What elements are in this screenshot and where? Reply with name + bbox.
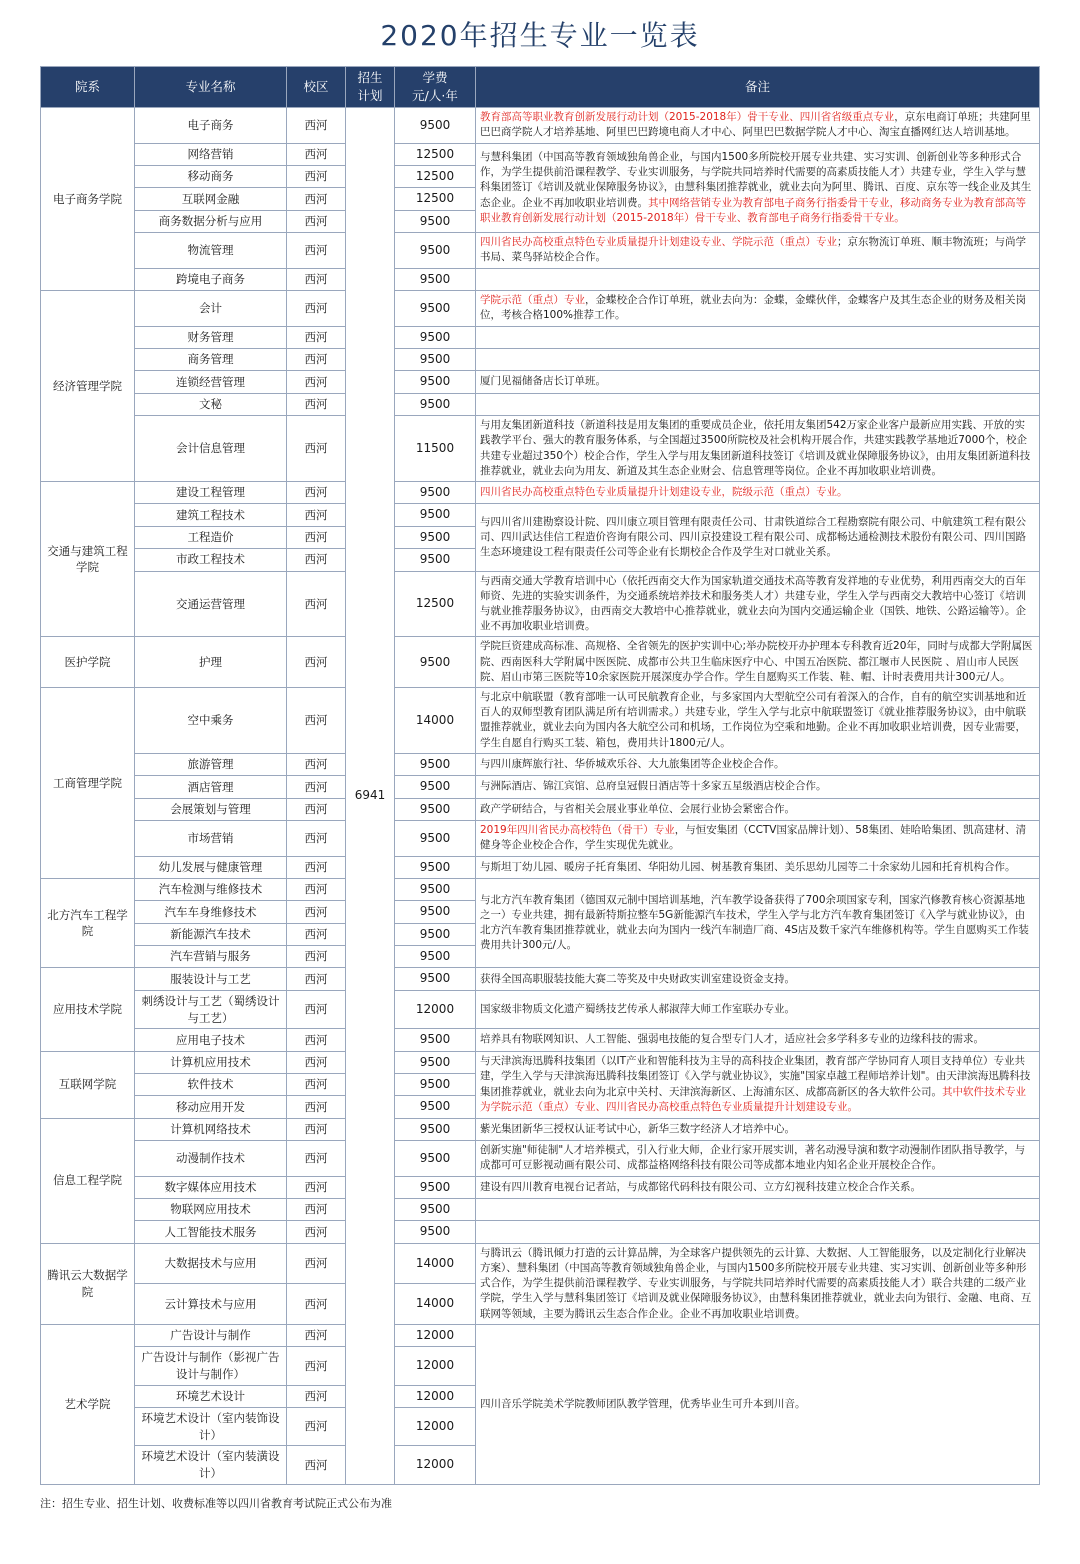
major-cell: 商务管理 [135, 348, 287, 370]
fee-cell: 9500 [395, 1096, 476, 1118]
campus-cell: 西河 [287, 1141, 346, 1176]
remark-cell: 政产学研结合，与省相关会展业事业单位、会展行业协会紧密合作。 [476, 798, 1040, 820]
fee-cell: 9500 [395, 856, 476, 878]
campus-cell: 西河 [287, 210, 346, 232]
remark-red-text: 四川省民办高校重点特色专业质量提升计划建设专业，院级示范（重点）专业。 [480, 486, 848, 499]
table-row [41, 1176, 1040, 1198]
fee-cell: 9500 [395, 326, 476, 348]
table-body [41, 108, 1040, 1484]
remark-red-text: 其中软件技术专业为学院示范（重点）专业、四川省民办高校重点特色专业质量提升计划建设专业。 [480, 1085, 1026, 1113]
enrollment-table [40, 66, 1040, 1485]
table-row [41, 753, 1040, 775]
major-cell: 网络营销 [135, 143, 287, 165]
col-header-remark: 备注 [476, 67, 1040, 108]
campus-cell: 西河 [287, 856, 346, 878]
fee-cell: 9500 [395, 753, 476, 775]
fee-cell: 12000 [395, 1446, 476, 1484]
major-cell: 环境艺术设计 [135, 1385, 287, 1407]
fee-cell: 9500 [395, 371, 476, 393]
campus-cell: 西河 [287, 481, 346, 503]
campus-cell: 西河 [287, 688, 346, 754]
remark-cell: 培养具有物联网知识、人工智能、强弱电技能的复合型专门人才，适应社会多学科多专业的边缘科技的需求。 [476, 1029, 1040, 1051]
remark-red-text: 学院示范（重点）专业 [480, 294, 585, 307]
fee-cell: 9500 [395, 291, 476, 326]
major-cell: 市场营销 [135, 821, 287, 856]
major-cell: 幼儿发展与健康管理 [135, 856, 287, 878]
major-cell: 服装设计与工艺 [135, 968, 287, 990]
fee-cell: 9500 [395, 946, 476, 968]
table-row [41, 1199, 1040, 1221]
campus-cell: 西河 [287, 1324, 346, 1346]
table-row [41, 878, 1040, 900]
col-header-plan-line1: 招生 [357, 70, 383, 85]
major-cell: 建设工程管理 [135, 481, 287, 503]
major-cell: 市政工程技术 [135, 549, 287, 571]
remark-cell: 四川音乐学院美术学院教师团队教学管理，优秀毕业生可升本到川音。 [476, 1324, 1040, 1484]
campus-cell: 西河 [287, 1096, 346, 1118]
fee-cell: 14000 [395, 688, 476, 754]
campus-cell: 西河 [287, 821, 346, 856]
remark-cell [476, 1221, 1040, 1243]
major-cell: 计算机网络技术 [135, 1118, 287, 1140]
remark-cell: 厦门见福储备店长订单班。 [476, 371, 1040, 393]
fee-cell: 9500 [395, 1199, 476, 1221]
campus-cell: 西河 [287, 526, 346, 548]
major-cell: 文秘 [135, 393, 287, 415]
remark-red-text: 四川省民办高校重点特色专业质量提升计划建设专业、学院示范（重点）专业 [480, 236, 837, 249]
fee-cell: 9500 [395, 821, 476, 856]
col-header-dept: 院系 [41, 67, 135, 108]
campus-cell: 西河 [287, 1243, 346, 1284]
major-cell: 交通运营管理 [135, 571, 287, 637]
campus-cell: 西河 [287, 416, 346, 482]
major-cell: 互联网金融 [135, 188, 287, 210]
fee-cell: 9500 [395, 1029, 476, 1051]
remark-cell [476, 326, 1040, 348]
remark-cell [476, 393, 1040, 415]
fee-cell: 9500 [395, 348, 476, 370]
major-cell: 建筑工程技术 [135, 504, 287, 526]
major-cell: 电子商务 [135, 108, 287, 143]
table-row [41, 371, 1040, 393]
table-row [41, 108, 1040, 143]
page-title: 2020年招生专业一览表 [380, 19, 700, 52]
table-row [41, 688, 1040, 754]
table-row [41, 1243, 1040, 1284]
dept-cell: 互联网学院 [41, 1051, 135, 1118]
fee-cell: 12000 [395, 1347, 476, 1385]
dept-cell: 经济管理学院 [41, 291, 135, 482]
remark-cell: 与北京中航联盟（教育部唯一认可民航教育企业，与多家国内大型航空公司有着深入的合作，自有的航空实训基地和近百人的双师型教育团队满足所有培训需求。）共建专业，学生入学与北京中航联盟签订《就业推荐服务协议》，由中航联盟推荐就业，就业去向为国内各大航空公司和机场，工作岗位为空乘和地勤。企业不再加收职业培训费，因专业需要，学生自愿自行购买工装、箱包，费用共计1800元/人。 [476, 688, 1040, 754]
campus-cell: 西河 [287, 946, 346, 968]
campus-cell: 西河 [287, 371, 346, 393]
dept-cell: 信息工程学院 [41, 1118, 135, 1243]
fee-cell: 9500 [395, 1118, 476, 1140]
major-cell: 财务管理 [135, 326, 287, 348]
major-cell: 工程造价 [135, 526, 287, 548]
major-cell: 软件技术 [135, 1074, 287, 1096]
table-row [41, 968, 1040, 990]
campus-cell: 西河 [287, 1347, 346, 1385]
campus-cell: 西河 [287, 549, 346, 571]
table-header [41, 67, 1040, 108]
major-cell: 空中乘务 [135, 688, 287, 754]
campus-cell: 西河 [287, 901, 346, 923]
remark-black-text: 与天津滨海迅腾科技集团（以IT产业和智能科技为主导的高科技企业集团，教育部产学协同育人项目支持单位）专业共建，学生入学与天津滨海迅腾科技集团签订《入学与就业协议》，实施"国家卓越工程师培养计划"。由天津滨海迅腾科技集团推荐就业，就业去向为北京中关村、天津滨海新区、上海浦东区、成都高新区的各大软件公司。 [480, 1055, 1031, 1098]
remark-cell [476, 1051, 1040, 1118]
campus-cell: 西河 [287, 798, 346, 820]
table-row [41, 393, 1040, 415]
campus-cell: 西河 [287, 753, 346, 775]
fee-cell: 9500 [395, 798, 476, 820]
major-cell: 会计 [135, 291, 287, 326]
table-row [41, 637, 1040, 688]
major-cell: 环境艺术设计（室内装潢设计） [135, 1446, 287, 1484]
plan-total-cell: 6941 [346, 108, 395, 1484]
table-row [41, 776, 1040, 798]
campus-cell: 西河 [287, 878, 346, 900]
remark-red-text: 其中网络营销专业为教育部电子商务行指委骨干专业，移动商务专业为教育部高等职业教育创新发展行动计划（2015-2018年）骨干专业、教育部电子商务行指委骨干专业。 [480, 196, 1026, 224]
fee-cell: 12000 [395, 990, 476, 1028]
major-cell: 物流管理 [135, 233, 287, 268]
remark-cell: 与洲际酒店、锦江宾馆、总府皇冠假日酒店等十多家五星级酒店校企合作。 [476, 776, 1040, 798]
major-cell: 会展策划与管理 [135, 798, 287, 820]
table-row [41, 1051, 1040, 1073]
campus-cell: 西河 [287, 143, 346, 165]
col-header-plan [346, 67, 395, 108]
remark-cell: 与四川省川建勘察设计院、四川康立项目管理有限责任公司、甘肃铁道综合工程勘察院有限公司、中航建筑工程有限公司、四川武达佳信工程造价咨询有限公司、四川京投建设工程有限公司、成都畅达通检测技术股份有限公司、四川国路生态环境建设工程有限责任公司等企业有长期校企合作及学生对口就业关系。 [476, 504, 1040, 571]
col-header-fee-line2: 元/人·年 [412, 88, 458, 104]
dept-cell: 艺术学院 [41, 1324, 135, 1484]
campus-cell: 西河 [287, 776, 346, 798]
major-cell: 云计算技术与应用 [135, 1284, 287, 1325]
remark-red-text: 2019年四川省民办高校特色（骨干）专业 [480, 824, 675, 837]
remark-cell: 与腾讯云（腾讯倾力打造的云计算品牌，为全球客户提供领先的云计算、大数据、人工智能服务，以及定制化行业解决方案）、慧科集团（中国高等教育领域独角兽企业，与国内1500多所院校开展专业共建、实习实训、创新创业等多种形式合作，为学生提供前沿课程教学、专业实训服务，与学院共同培养时代需要的高素质技能人才）联合共建的二级产业学院，学生入学与慧科集团签订《培训及就业保障服务协议》，由慧科集团推荐就业，就业去向为银行、金融、电商、互联网等领域，主要为腾讯云生态合作企业。企业不再加收职业培训费。 [476, 1243, 1040, 1324]
campus-cell: 西河 [287, 393, 346, 415]
remark-cell [476, 481, 1040, 503]
major-cell: 新能源汽车技术 [135, 923, 287, 945]
fee-cell: 9500 [395, 526, 476, 548]
fee-cell: 9500 [395, 1176, 476, 1198]
col-header-major: 专业名称 [135, 67, 287, 108]
remark-cell: 与用友集团新道科技（新道科技是用友集团的重要成员企业，依托用友集团542万家企业客户最新应用实践、开放的实践教学平台、强大的教育服务体系，与全国超过3500所院校及社会机构开展合作，共建实践教学基地近7000个，校企共建专业超过350个）校企合作，学生入学与用友集团新道科技签订《培训及就业保障服务协议》，由用友集团新道科技推荐就业，就业去向为用友、新道及其生态企业财会、信息管理等岗位。企业不再加收职业培训费。 [476, 416, 1040, 482]
col-header-fee-line1: 学费 [422, 70, 448, 85]
campus-cell: 西河 [287, 990, 346, 1028]
fee-cell: 11500 [395, 416, 476, 482]
fee-cell: 14000 [395, 1284, 476, 1325]
campus-cell: 西河 [287, 1176, 346, 1198]
campus-cell: 西河 [287, 1074, 346, 1096]
dept-cell: 医护学院 [41, 637, 135, 688]
fee-cell: 12500 [395, 188, 476, 210]
major-cell: 商务数据分析与应用 [135, 210, 287, 232]
campus-cell: 西河 [287, 1221, 346, 1243]
campus-cell: 西河 [287, 348, 346, 370]
major-cell: 连锁经营管理 [135, 371, 287, 393]
col-header-fee [395, 67, 476, 108]
major-cell: 计算机应用技术 [135, 1051, 287, 1073]
header-row [41, 67, 1040, 108]
campus-cell: 西河 [287, 1029, 346, 1051]
fee-cell: 9500 [395, 1221, 476, 1243]
major-cell: 广告设计与制作（影视广告设计与制作） [135, 1347, 287, 1385]
fee-cell: 9500 [395, 776, 476, 798]
campus-cell: 西河 [287, 233, 346, 268]
major-cell: 汽车车身维修技术 [135, 901, 287, 923]
campus-cell: 西河 [287, 637, 346, 688]
fee-cell: 12000 [395, 1408, 476, 1446]
table-row [41, 821, 1040, 856]
table-row [41, 798, 1040, 820]
campus-cell: 西河 [287, 1118, 346, 1140]
major-cell: 动漫制作技术 [135, 1141, 287, 1176]
major-cell: 移动应用开发 [135, 1096, 287, 1118]
remark-cell: 创新实施"师徒制"人才培养模式，引入行业大师，企业行家开展实训，著名动漫导演和数字动漫制作团队指导教学，与成都可可豆影视动画有限公司、成都益格网络科技有限公司等成都本地业内知名企业开展校企合作。 [476, 1141, 1040, 1176]
remark-cell: 建设有四川教育电视台记者站，与成都铭代码科技有限公司、立方幻视科技建立校企合作关系。 [476, 1176, 1040, 1198]
remark-cell [476, 233, 1040, 268]
campus-cell: 西河 [287, 504, 346, 526]
fee-cell: 9500 [395, 968, 476, 990]
table-row [41, 1029, 1040, 1051]
table-row [41, 990, 1040, 1028]
remark-cell [476, 291, 1040, 326]
fee-cell: 9500 [395, 1141, 476, 1176]
campus-cell: 西河 [287, 188, 346, 210]
major-cell: 跨境电子商务 [135, 268, 287, 290]
col-header-campus: 校区 [287, 67, 346, 108]
fee-cell: 9500 [395, 549, 476, 571]
table-row [41, 233, 1040, 268]
campus-cell: 西河 [287, 571, 346, 637]
dept-cell: 应用技术学院 [41, 968, 135, 1051]
table-row [41, 1324, 1040, 1346]
table-row [41, 326, 1040, 348]
major-cell: 环境艺术设计（室内装饰设计） [135, 1408, 287, 1446]
table-row [41, 143, 1040, 165]
fee-cell: 9500 [395, 481, 476, 503]
major-cell: 物联网应用技术 [135, 1199, 287, 1221]
fee-cell: 12500 [395, 143, 476, 165]
fee-cell: 12500 [395, 571, 476, 637]
campus-cell: 西河 [287, 268, 346, 290]
remark-cell: 与北方汽车教育集团（德国双元制中国培训基地，汽车教学设备获得了700余项国家专利，国家汽修教育核心资源基地之一）专业共建，拥有最新特斯拉整车5G新能源汽车技术，学生入学与北方汽车教育集团签订《入学与就业协议》，由北方汽车教育集团推荐就业，就业去向为国内一线汽车制造厂商、4S店及数千家汽车维修机构等。学生自愿购买工作装 费用共计300元/人。 [476, 878, 1040, 968]
campus-cell: 西河 [287, 291, 346, 326]
major-cell: 大数据技术与应用 [135, 1243, 287, 1284]
remark-black-text: ，金蝶校企合作订单班，就业去向为：金蝶，金蝶伙伴，金蝶客户及其生态企业的财务及相关岗位，考核合格100%推荐工作。 [480, 294, 1026, 322]
major-cell: 广告设计与制作 [135, 1324, 287, 1346]
fee-cell: 9500 [395, 1074, 476, 1096]
col-header-plan-line2: 计划 [357, 88, 383, 104]
fee-cell: 9500 [395, 637, 476, 688]
remark-cell [476, 348, 1040, 370]
fee-cell: 9500 [395, 268, 476, 290]
remark-black-text: ；京东物流订单班、顺丰物流班；与尚学书局、菜鸟驿站校企合作。 [480, 236, 1026, 264]
dept-cell: 腾讯云大数据学院 [41, 1243, 135, 1324]
fee-cell: 12000 [395, 1385, 476, 1407]
table-row [41, 1118, 1040, 1140]
campus-cell: 西河 [287, 1284, 346, 1325]
remark-cell [476, 821, 1040, 856]
campus-cell: 西河 [287, 923, 346, 945]
remark-cell: 获得全国高职服装技能大赛二等奖及中央财政实训室建设资金支持。 [476, 968, 1040, 990]
campus-cell: 西河 [287, 1408, 346, 1446]
remark-cell [476, 108, 1040, 143]
campus-cell: 西河 [287, 1199, 346, 1221]
fee-cell: 14000 [395, 1243, 476, 1284]
campus-cell: 西河 [287, 968, 346, 990]
major-cell: 汽车检测与维修技术 [135, 878, 287, 900]
fee-cell: 9500 [395, 108, 476, 143]
remark-cell: 紫光集团新华三授权认证考试中心，新华三数字经济人才培养中心。 [476, 1118, 1040, 1140]
fee-cell: 12500 [395, 166, 476, 188]
table-row [41, 291, 1040, 326]
major-cell: 移动商务 [135, 166, 287, 188]
table-row [41, 268, 1040, 290]
dept-cell: 工商管理学院 [41, 688, 135, 879]
campus-cell: 西河 [287, 166, 346, 188]
campus-cell: 西河 [287, 326, 346, 348]
major-cell: 会计信息管理 [135, 416, 287, 482]
major-cell: 护理 [135, 637, 287, 688]
campus-cell: 西河 [287, 1051, 346, 1073]
remark-cell: 国家级非物质文化遗产蜀绣技艺传承人郝淑萍大师工作室联办专业。 [476, 990, 1040, 1028]
table-row [41, 1141, 1040, 1176]
fee-cell: 9500 [395, 233, 476, 268]
table-row [41, 416, 1040, 482]
footnote: 注：招生专业、招生计划、收费标准等以四川省教育考试院正式公布为准 [40, 1496, 392, 1510]
remark-black-text: 与慧科集团（中国高等教育领域独角兽企业，与国内1500多所院校开展专业共建、实习实训、创新创业等多种形式合作，为学生提供前沿课程教学、专业实训服务，与学院共同培养时代需要的高素质技能人才）共建专业，学生入学与慧科集团签订《培训及就业保障服务协议》，由慧科集团推荐就业，就业去向为阿里、腾讯、百度、京东等一线企业及其生态企业。企业不再加收职业培训费。 [480, 150, 1032, 209]
dept-cell: 北方汽车工程学院 [41, 878, 135, 968]
dept-cell: 交通与建筑工程学院 [41, 481, 135, 636]
remark-cell: 与斯坦丁幼儿园、暖房子托育集团、华阳幼儿园、树基教育集团、美乐思幼儿园等二十余家幼儿园和托育机构合作。 [476, 856, 1040, 878]
remark-cell: 与西南交通大学教育培训中心（依托西南交大作为国家轨道交通技术高等教育发祥地的专业优势，利用西南交大的百年师资、先进的实验实训条件，为交通系统培养技术和服务类人才）共建专业，学生入学与西南交大教培中心签订《培训与就业推荐服务协议》，由西南交大教培中心推荐就业，就业去向为国内交通运输企业（国铁、地铁、公路运输等）。企业不再加收职业培训费。 [476, 571, 1040, 637]
fee-cell: 9500 [395, 901, 476, 923]
dept-cell: 电子商务学院 [41, 108, 135, 291]
fee-cell: 9500 [395, 1051, 476, 1073]
fee-cell: 12000 [395, 1324, 476, 1346]
table-row [41, 1221, 1040, 1243]
major-cell: 刺绣设计与工艺（蜀绣设计与工艺） [135, 990, 287, 1028]
major-cell: 数字媒体应用技术 [135, 1176, 287, 1198]
table-container [0, 66, 1080, 1485]
table-row [41, 348, 1040, 370]
remark-cell [476, 1199, 1040, 1221]
remark-black-text: ，与恒安集团（CCTV国家品牌计划）、58集团、娃哈哈集团、凯高建材、清健身等企业校企合作，学生实现优先就业。 [480, 824, 1027, 852]
remark-cell [476, 268, 1040, 290]
remark-black-text: ，京东电商订单班；共建阿里巴巴商学院人才培养基地、阿里巴巴跨境电商人才中心、阿里巴巴数据学院人才中心、淘宝直播网红达人培训基地。 [480, 111, 1031, 139]
campus-cell: 西河 [287, 1385, 346, 1407]
remark-red-text: 教育部高等职业教育创新发展行动计划（2015-2018年）骨干专业、四川省省级重点专业 [480, 111, 895, 124]
remark-cell: 与四川康辉旅行社、华侨城欢乐谷、大九旅集团等企业校企合作。 [476, 753, 1040, 775]
major-cell: 汽车营销与服务 [135, 946, 287, 968]
fee-cell: 9500 [395, 504, 476, 526]
table-row [41, 504, 1040, 526]
major-cell: 旅游管理 [135, 753, 287, 775]
fee-cell: 9500 [395, 923, 476, 945]
remark-cell [476, 143, 1040, 233]
fee-cell: 9500 [395, 210, 476, 232]
fee-cell: 9500 [395, 393, 476, 415]
table-row [41, 571, 1040, 637]
table-row [41, 856, 1040, 878]
table-row [41, 481, 1040, 503]
major-cell: 人工智能技术服务 [135, 1221, 287, 1243]
major-cell: 应用电子技术 [135, 1029, 287, 1051]
remark-cell: 学院巨资建成高标准、高规格、全省领先的医护实训中心;举办院校开办护理本专科教育近20年，同时与成都大学附属医院、西南医科大学附属中医医院、成都市公共卫生临床医疗中心、中国五冶医院、都江堰市人民医院 、眉山市人民医院、眉山市第三医院等10余家医院开展深度办学合作。学生自愿购买工作装、鞋、帽、计时表费用共计300元/人。 [476, 637, 1040, 688]
fee-cell: 9500 [395, 878, 476, 900]
campus-cell: 西河 [287, 1446, 346, 1484]
campus-cell: 西河 [287, 108, 346, 143]
major-cell: 酒店管理 [135, 776, 287, 798]
